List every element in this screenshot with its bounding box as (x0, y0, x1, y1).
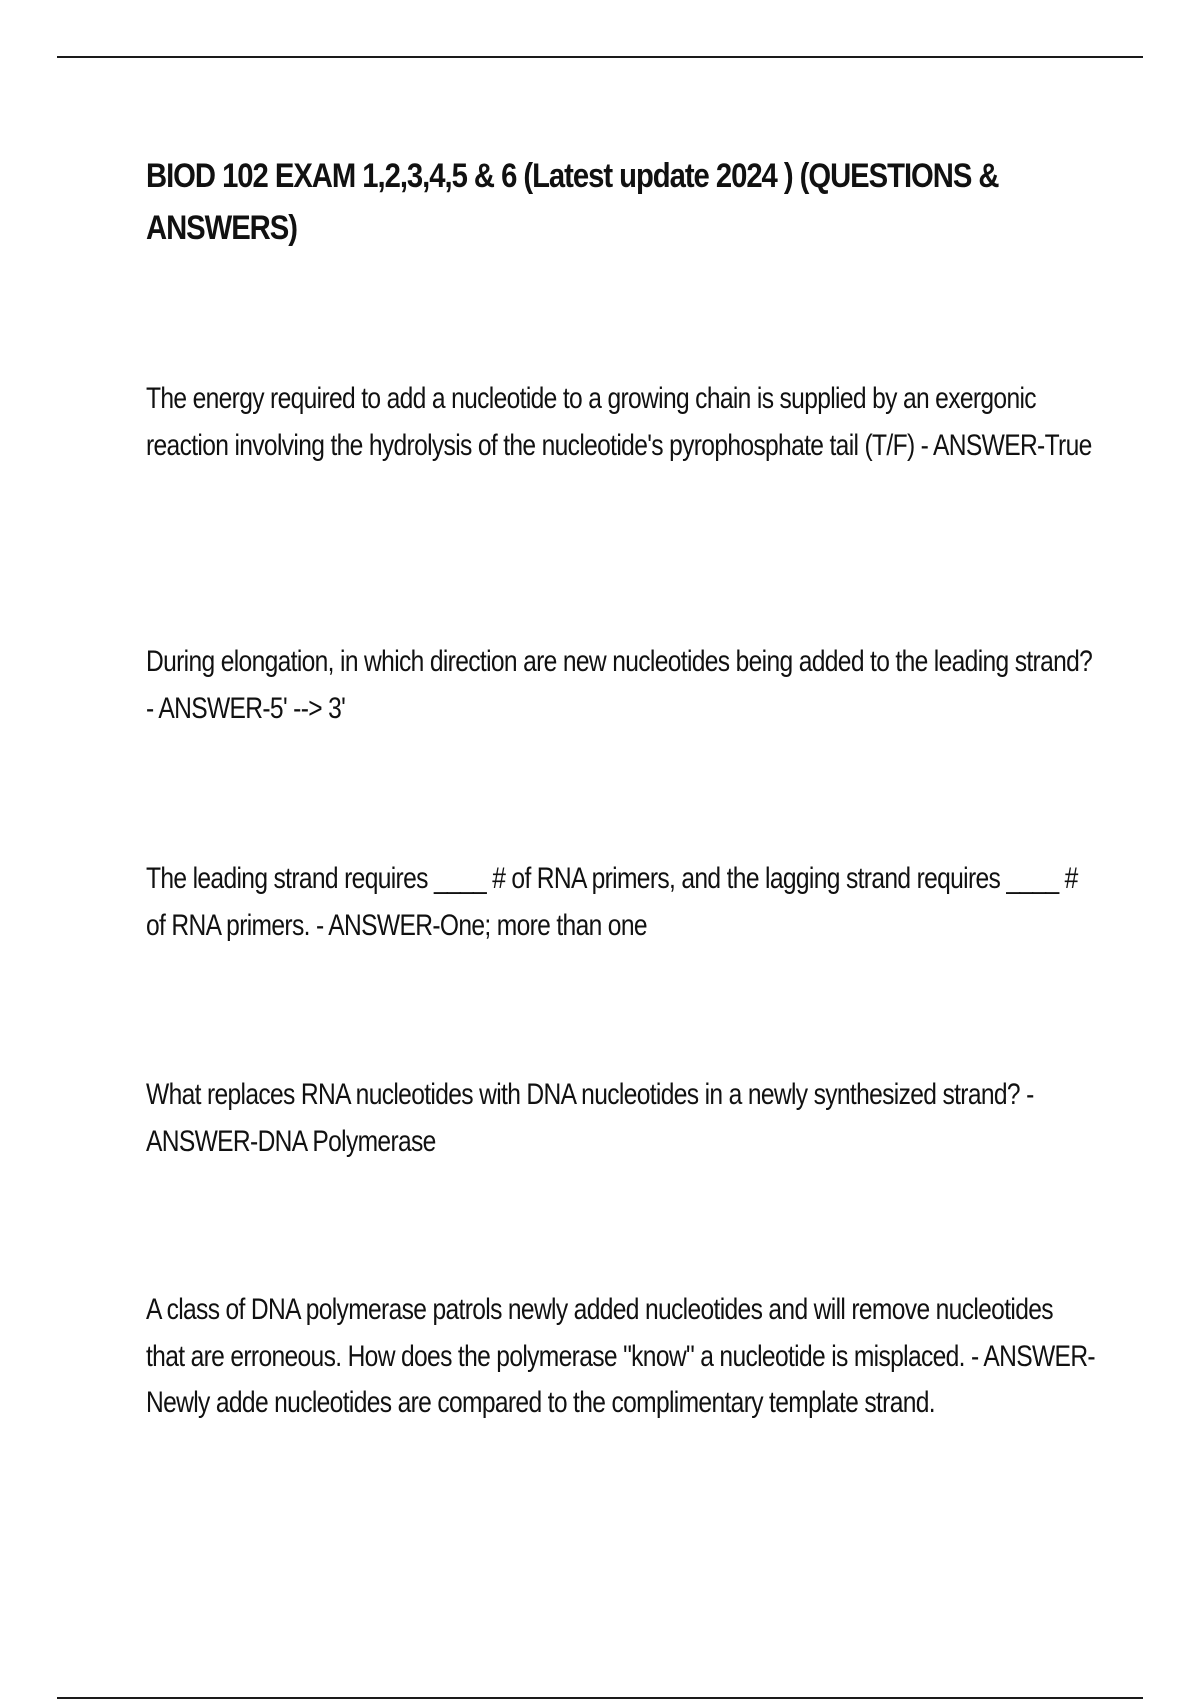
spacer (146, 732, 1086, 856)
qa-item-3: The leading strand requires ____ # of RNA primers, and the lagging strand requires ____ # of RNA primers. - ANSWER-One; more than one (146, 862, 1078, 942)
qa-item-4: What replaces RNA nucleotides with DNA nucleotides in a newly synthesized strand? - ANSWER-DNA Polymerase (146, 1078, 1034, 1158)
top-divider (57, 56, 1143, 58)
qa-item-2: During elongation, in which direction are new nucleotides being added to the leading strand? - ANSWER-5' --> 3' (146, 645, 1093, 725)
spacer (146, 515, 1086, 639)
spacer (146, 949, 1086, 1072)
bottom-divider (57, 1697, 1143, 1699)
document-title: BIOD 102 EXAM 1,2,3,4,5 & 6 (Latest update 2024 ) (QUESTIONS & ANSWERS) (146, 157, 999, 247)
qa-list (146, 376, 1095, 1427)
qa-item-1: The energy required to add a nucleotide to a growing chain is supplied by an exergonic reaction involving the hydrolysis of the nucleotide's pyrophosphate tail (T/F) - ANSWER-True (146, 382, 1092, 462)
qa-item-5: A class of DNA polymerase patrols newly added nucleotides and will remove nucleotides that are erroneous. How does the polymerase "know" a nucleotide is misplaced. - ANSWER-Newly adde nucleotides are compared to the complimentary template strand. (146, 1293, 1095, 1419)
document-body (146, 150, 1095, 1427)
spacer (146, 1165, 1086, 1287)
